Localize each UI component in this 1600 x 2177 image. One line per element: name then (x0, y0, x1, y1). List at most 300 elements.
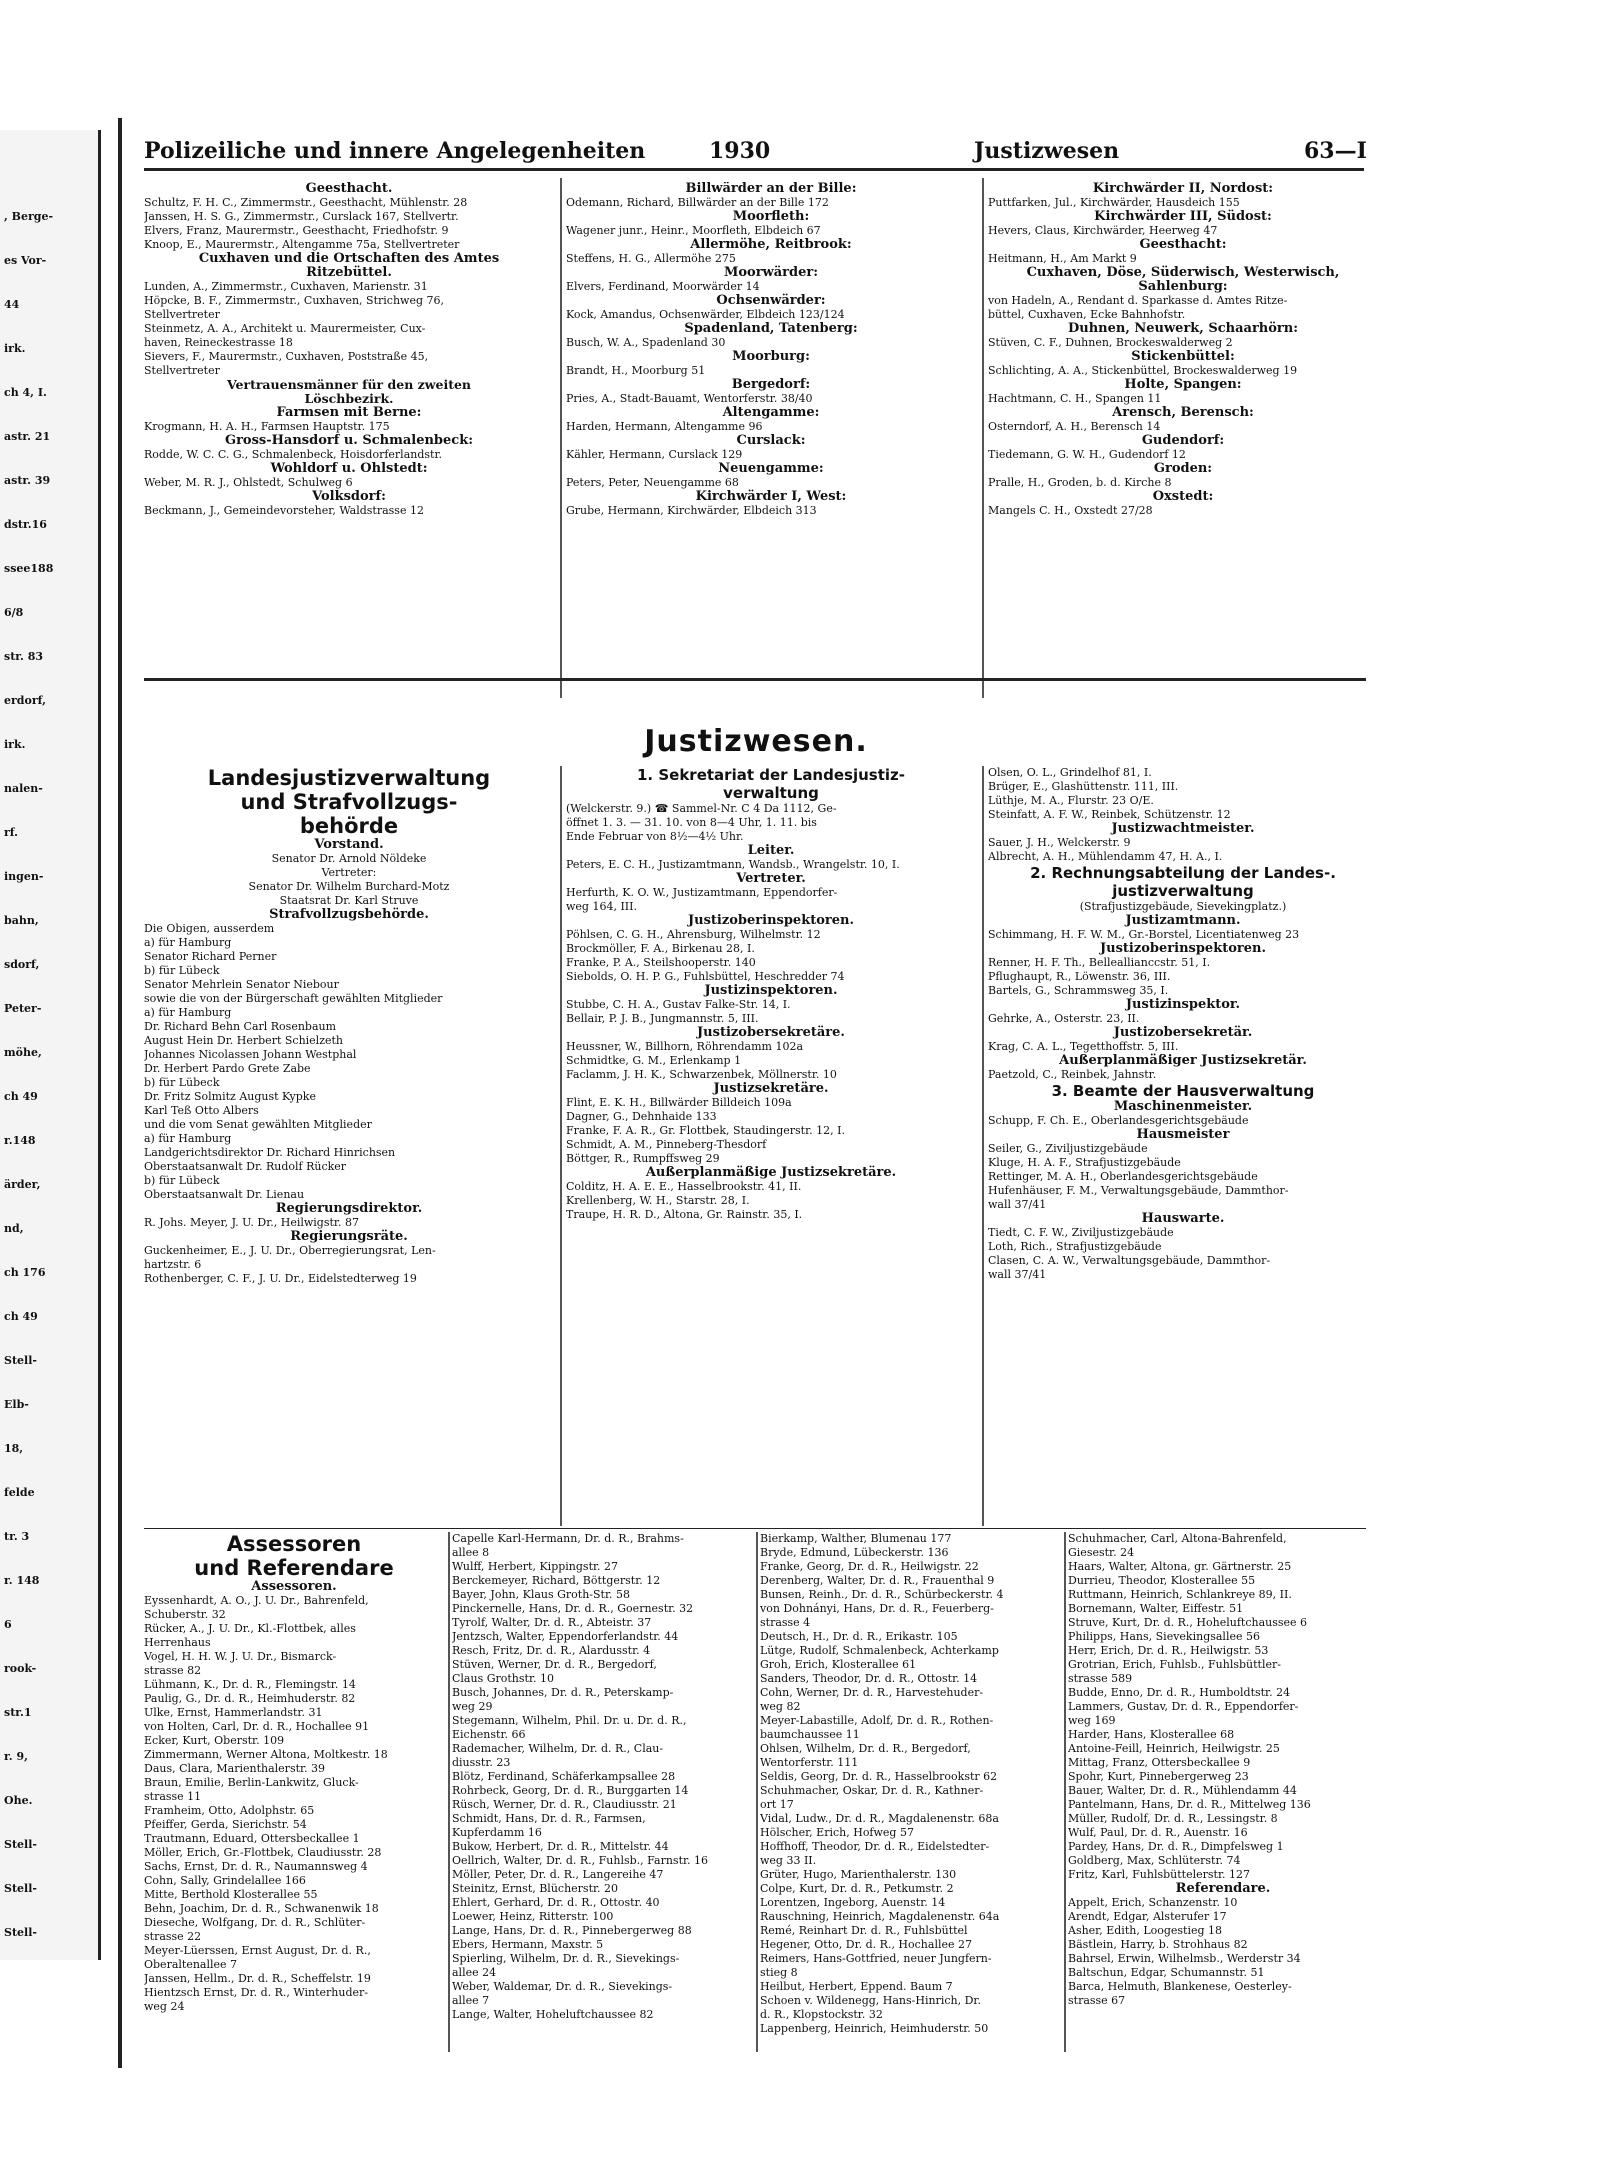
bottom-column-4 (1068, 1532, 1378, 2072)
margin-fragment: r. 148 (4, 1574, 40, 1587)
entry-line: Lange, Walter, Hoheluftchaussee 82 (452, 2008, 654, 2021)
entry-line: Lange, Hans, Dr. d. R., Pinnebergerweg 88 (452, 1924, 692, 1937)
entry-line: Beckmann, J., Gemeindevorsteher, Waldstrasse 12 (144, 504, 424, 517)
entry-line: Traupe, H. R. D., Altona, Gr. Rainstr. 35, I. (566, 1208, 803, 1221)
header-year: 1930 (709, 138, 771, 164)
entry-line: Deutsch, H., Dr. d. R., Erikastr. 105 (760, 1630, 958, 1643)
subsection-heading: Maschinenmeister. (1113, 1099, 1253, 1114)
margin-fragment: ch 4, I. (4, 386, 47, 399)
entry-line: weg 24 (144, 2000, 185, 2013)
entry-line: Zimmermann, Werner Altona, Moltkestr. 18 (144, 1748, 388, 1761)
margin-fragment: es Vor- (4, 254, 47, 267)
entry-line: Franke, Georg, Dr. d. R., Heilwigstr. 22 (760, 1560, 979, 1573)
entry-line: strasse 82 (144, 1664, 202, 1677)
entry-line: Meyer-Lüerssen, Ernst August, Dr. d. R., (144, 1944, 371, 1957)
entry-line: b) für Lübeck (144, 1174, 220, 1187)
margin-fragment: ch 176 (4, 1266, 46, 1279)
margin-fragment: nalen- (4, 782, 43, 795)
entry-line: Hölscher, Erich, Hofweg 57 (760, 1826, 914, 1839)
entry-line: Flint, E. K. H., Billwärder Billdeich 109a (566, 1096, 792, 1109)
entry-line: strasse 4 (760, 1616, 811, 1629)
margin-fragment: str.1 (4, 1706, 32, 1719)
entry-line: wall 37/41 (988, 1268, 1047, 1281)
entry-line: Siebolds, O. H. P. G., Fuhlsbüttel, Heschredder 74 (566, 970, 845, 983)
centered-line: Senator Dr. Wilhelm Burchard-Motz (248, 880, 450, 893)
entry-line: Budde, Enno, Dr. d. R., Humboldtstr. 24 (1068, 1686, 1291, 1699)
subsection-heading: Assessoren. (251, 1579, 337, 1594)
entry-line: Rüsch, Werner, Dr. d. R., Claudiusstr. 21 (452, 1798, 677, 1811)
entry-line: allee 8 (452, 1546, 490, 1559)
entry-line: Harder, Hans, Klosterallee 68 (1068, 1728, 1235, 1741)
subsection-heading: Allermöhe, Reitbrook: (690, 237, 852, 252)
section-heading: 3. Beamte der Hausverwaltung (1051, 1082, 1315, 1100)
entry-line: Kupferdamm 16 (452, 1826, 542, 1839)
column-divider (756, 1532, 758, 2052)
entry-line: Bierkamp, Walther, Blumenau 177 (760, 1532, 952, 1545)
entry-line: Appelt, Erich, Schanzenstr. 10 (1068, 1896, 1238, 1909)
entry-line: Kähler, Hermann, Curslack 129 (566, 448, 743, 461)
margin-fragment: Elb- (4, 1398, 29, 1411)
entry-line: Stellvertreter (144, 308, 220, 321)
entry-line: allee 7 (452, 1994, 490, 2007)
margin-fragment: Ohe. (4, 1794, 33, 1807)
entry-line: weg 164, III. (566, 900, 637, 913)
entry-line: Pantelmann, Hans, Dr. d. R., Mittelweg 136 (1068, 1798, 1311, 1811)
subsection-heading: Leiter. (747, 843, 795, 858)
subsection-heading: Duhnen, Neuwerk, Schaarhörn: (1067, 321, 1299, 336)
entry-line: Herfurth, K. O. W., Justizamtmann, Eppendorfer- (566, 886, 838, 899)
entry-line: Tiedt, C. F. W., Ziviljustizgebäude (988, 1226, 1174, 1239)
header-left-title: Polizeiliche und innere Angelegenheiten (144, 138, 646, 164)
entry-line: Weber, M. R. J., Ohlstedt, Schulweg 6 (144, 476, 353, 489)
section-heading: Landesjustizverwaltung (207, 766, 491, 790)
entry-line: Ende Februar von 8½—4½ Uhr. (566, 830, 744, 843)
entry-line: Brüger, E., Glashüttenstr. 111, III. (988, 780, 1179, 793)
entry-line: Dr. Richard Behn Carl Rosenbaum (144, 1020, 337, 1033)
entry-line: Herrenhaus (144, 1636, 211, 1649)
entry-line: Franke, F. A. R., Gr. Flottbek, Staudingerstr. 12, I. (566, 1124, 845, 1137)
subsection-heading: Billwärder an der Bille: (685, 182, 857, 196)
previous-page-margin (0, 130, 101, 1960)
entry-line: Müller, Rudolf, Dr. d. R., Lessingstr. 8 (1068, 1812, 1278, 1825)
entry-line: haven, Reineckestrasse 18 (144, 336, 293, 349)
margin-fragment: , Berge- (4, 210, 54, 223)
entry-line: Hegener, Otto, Dr. d. R., Hochallee 27 (760, 1938, 973, 1951)
entry-line: Cohn, Werner, Dr. d. R., Harvestehuder- (760, 1686, 984, 1699)
entry-line: Eyssenhardt, A. O., J. U. Dr., Bahrenfeld, (144, 1594, 369, 1607)
entry-line: Resch, Fritz, Dr. d. R., Alardusstr. 4 (452, 1644, 651, 1657)
entry-line: Wulff, Herbert, Kippingstr. 27 (452, 1560, 619, 1573)
entry-line: Antoine-Feill, Heinrich, Heilwigstr. 25 (1068, 1742, 1280, 1755)
entry-line: Lühmann, K., Dr. d. R., Flemingstr. 14 (144, 1678, 356, 1691)
entry-line: Krogmann, H. A. H., Farmsen Hauptstr. 175 (144, 420, 390, 433)
entry-line: Sachs, Ernst, Dr. d. R., Naumannsweg 4 (144, 1860, 368, 1873)
subsection-heading: Löschbezirk. (304, 391, 394, 406)
entry-line: Heitmann, H., Am Markt 9 (988, 252, 1137, 265)
section-heading: 1. Sekretariat der Landesjustiz- (637, 766, 905, 784)
entry-line: öffnet 1. 3. — 31. 10. von 8—4 Uhr, 1. 11. bis (566, 816, 817, 829)
entry-line: Bartels, G., Schrammsweg 35, I. (988, 984, 1169, 997)
entry-line: Rademacher, Wilhelm, Dr. d. R., Clau- (452, 1742, 664, 1755)
entry-line: Pralle, H., Groden, b. d. Kirche 8 (988, 476, 1172, 489)
subsection-heading: Moorburg: (732, 349, 810, 364)
centered-line: Staatsrat Dr. Karl Struve (279, 894, 419, 907)
subsection-heading: Strafvollzugsbehörde. (269, 907, 429, 922)
entry-line: Lunden, A., Zimmermstr., Cuxhaven, Marienstr. 31 (144, 280, 428, 293)
entry-line: Behn, Joachim, Dr. d. R., Schwanenwik 18 (144, 1902, 379, 1915)
entry-line: Schmidt, Hans, Dr. d. R., Farmsen, (452, 1812, 646, 1825)
entry-line: Ebers, Hermann, Maxstr. 5 (452, 1938, 604, 1951)
section-heading: verwaltung (723, 784, 819, 802)
entry-line: Peters, Peter, Neuengamme 68 (566, 476, 739, 489)
entry-line: Remé, Reinhart Dr. d. R., Fuhlsbüttel (760, 1924, 968, 1937)
entry-line: Claus Grothstr. 10 (452, 1672, 554, 1685)
entry-line: weg 169 (1068, 1714, 1116, 1727)
entry-line: Mittag, Franz, Ottersbeckallee 9 (1068, 1756, 1251, 1769)
subsection-heading: Arensch, Berensch: (1112, 405, 1254, 420)
entry-line: Eichenstr. 66 (452, 1728, 526, 1741)
entry-line: Lütge, Rudolf, Schmalenbeck, Achterkamp (760, 1644, 999, 1657)
entry-line: weg 29 (452, 1700, 493, 1713)
entry-line: Meyer-Labastille, Adolf, Dr. d. R., Rothen- (760, 1714, 994, 1727)
column-divider (982, 766, 984, 1526)
entry-line: Arendt, Edgar, Alsterufer 17 (1068, 1910, 1227, 1923)
section-heading: und Strafvollzugs- (240, 790, 458, 814)
margin-fragment: str. 83 (4, 650, 44, 663)
entry-line: Wagener junr., Heinr., Moorfleth, Elbdeich 67 (566, 224, 821, 237)
entry-line: Hientzsch Ernst, Dr. d. R., Winterhuder- (144, 1986, 369, 1999)
section-heading: justizverwaltung (1112, 882, 1254, 900)
entry-line: Schuhmacher, Carl, Altona-Bahrenfeld, (1068, 1532, 1287, 1545)
subsection-heading: Bergedorf: (731, 377, 811, 392)
entry-line: Bästlein, Harry, b. Strohhaus 82 (1068, 1938, 1248, 1951)
entry-line: Baltschun, Edgar, Schumannstr. 51 (1068, 1966, 1265, 1979)
section-heading: 2. Rechnungsabteilung der Landes-. (1030, 864, 1336, 882)
entry-line: Olsen, O. L., Grindelhof 81, I. (988, 766, 1152, 779)
subsection-heading: Sahlenburg: (1138, 279, 1228, 294)
entry-line: strasse 22 (144, 1930, 202, 1943)
margin-fragment: sdorf, (4, 958, 40, 971)
subsection-heading: Justizobersekretär. (1113, 1025, 1253, 1040)
subsection-heading: Gross-Hansdorf u. Schmalenbeck: (224, 433, 474, 448)
entry-line: Spohr, Kurt, Pinnebergerweg 23 (1068, 1770, 1249, 1783)
entry-line: Senator Richard Perner (144, 950, 277, 963)
column-divider (1064, 1532, 1066, 2052)
top-column-1 (144, 182, 554, 682)
subsection-heading: Stickenbüttel: (1131, 349, 1235, 364)
subsection-heading: Gudendorf: (1141, 433, 1225, 448)
margin-fragment: r.148 (4, 1134, 36, 1147)
entry-line: Heilbut, Herbert, Eppend. Baum 7 (760, 1980, 953, 1993)
subsection-heading: Kirchwärder II, Nordost: (1092, 182, 1274, 196)
entry-line: Rauschning, Heinrich, Magdalenenstr. 64a (760, 1910, 1000, 1923)
column-divider (560, 178, 562, 698)
margin-fragment: Stell- (4, 1882, 37, 1895)
entry-line: Wulf, Paul, Dr. d. R., Auenstr. 16 (1068, 1826, 1248, 1839)
entry-line: Colditz, H. A. E. E., Hasselbrookstr. 41, II. (566, 1180, 802, 1193)
entry-line: Schmidt, A. M., Pinneberg-Thesdorf (566, 1138, 767, 1151)
subsection-heading: Außerplanmäßige Justizsekretäre. (645, 1165, 897, 1180)
entry-line: diusstr. 23 (452, 1756, 511, 1769)
entry-line: Rettinger, M. A. H., Oberlandesgerichtsgebäude (988, 1170, 1258, 1183)
subsection-heading: Justizobersekretäre. (697, 1025, 845, 1040)
entry-line: Tyrolf, Walter, Dr. d. R., Abteistr. 37 (452, 1616, 652, 1629)
section-heading: behörde (299, 814, 399, 838)
bottom-column-1 (144, 1532, 444, 2072)
entry-line: Philipps, Hans, Sievekingsallee 56 (1068, 1630, 1260, 1643)
entry-line: Steinmetz, A. A., Architekt u. Maurermeister, Cux- (144, 322, 426, 335)
mid-column-1 (144, 766, 554, 1526)
entry-line: sowie die von der Bürgerschaft gewählten Mitglieder (144, 992, 443, 1005)
entry-line: Schuberstr. 32 (144, 1608, 226, 1621)
entry-line: Sauer, J. H., Welckerstr. 9 (988, 836, 1131, 849)
page (118, 118, 1390, 2068)
entry-line: Goldberg, Max, Schlüterstr. 74 (1068, 1854, 1241, 1867)
subsection-heading: Regierungsdirektor. (275, 1201, 423, 1216)
entry-line: Lammers, Gustav, Dr. d. R., Eppendorfer- (1068, 1700, 1299, 1713)
entry-line: Oberstaatsanwalt Dr. Lienau (144, 1188, 305, 1201)
entry-line: Barca, Helmuth, Blankenese, Oesterley- (1068, 1980, 1292, 1993)
entry-line: Oberstaatsanwalt Dr. Rudolf Rücker (144, 1160, 347, 1173)
entry-line: ort 17 (760, 1798, 794, 1811)
margin-fragment: rf. (4, 826, 18, 839)
column-divider (448, 1532, 450, 2052)
subsection-heading: Farmsen mit Berne: (276, 405, 422, 420)
entry-line: Groh, Erich, Klosterallee 61 (760, 1658, 917, 1671)
entry-line: Hufenhäuser, F. M., Verwaltungsgebäude, Dammthor- (988, 1184, 1289, 1197)
subsection-heading: Justizamtmann. (1125, 913, 1241, 928)
entry-line: weg 82 (760, 1700, 801, 1713)
bottom-column-2 (452, 1532, 752, 2072)
entry-line: Vidal, Ludw., Dr. d. R., Magdalenenstr. 68a (760, 1812, 999, 1825)
subsection-heading: Vertreter. (736, 871, 806, 886)
margin-fragment: ssee188 (4, 562, 54, 575)
entry-line: Spierling, Wilhelm, Dr. d. R., Sievekings- (452, 1952, 680, 1965)
entry-line: Dr. Fritz Solmitz August Kypke (144, 1090, 316, 1103)
entry-line: von Hadeln, A., Rendant d. Sparkasse d. Amtes Ritze- (988, 294, 1288, 307)
subsection-heading: Oxstedt: (1152, 489, 1214, 504)
entry-line: Seiler, G., Ziviljustizgebäude (988, 1142, 1148, 1155)
entry-line: Stellvertreter (144, 364, 220, 377)
subsection-heading: Justizwachtmeister. (1111, 821, 1255, 836)
entry-line: Lüthje, M. A., Flurstr. 23 O/E. (988, 794, 1154, 807)
entry-line: und die vom Senat gewählten Mitglieder (144, 1118, 372, 1131)
entry-line: Steinitz, Ernst, Blücherstr. 20 (452, 1882, 619, 1895)
entry-line: Dr. Herbert Pardo Grete Zabe (144, 1062, 311, 1075)
entry-line: Brandt, H., Moorburg 51 (566, 364, 706, 377)
entry-line: Möller, Erich, Gr.-Flottbek, Claudiusstr. 28 (144, 1846, 382, 1859)
subsection-heading: Regierungsräte. (290, 1229, 408, 1244)
top-column-2 (566, 182, 976, 682)
entry-line: Schoen v. Wildenegg, Hans-Hinrich, Dr. (760, 1994, 981, 2007)
entry-line: Senator Mehrlein Senator Niebour (144, 978, 339, 991)
mid-column-2 (566, 766, 976, 1526)
entry-line: Odemann, Richard, Billwärder an der Bille 172 (566, 196, 829, 209)
entry-line: Pfeiffer, Gerda, Sierichstr. 54 (144, 1818, 307, 1831)
entry-line: Bryde, Edmund, Lübeckerstr. 136 (760, 1546, 949, 1559)
centered-line: Senator Dr. Arnold Nöldeke (271, 852, 427, 865)
entry-line: Sanders, Theodor, Dr. d. R., Ottostr. 14 (760, 1672, 978, 1685)
margin-fragment: irk. (4, 738, 26, 751)
entry-line: Rücker, A., J. U. Dr., Kl.-Flottbek, alles (144, 1622, 356, 1635)
entry-line: Busch, W. A., Spadenland 30 (566, 336, 726, 349)
subsection-heading: Justizinspektoren. (704, 983, 838, 998)
entry-line: Bauer, Walter, Dr. d. R., Mühlendamm 44 (1068, 1784, 1297, 1797)
entry-line: Schultz, F. H. C., Zimmermstr., Geesthacht, Mühlenstr. 28 (144, 196, 468, 209)
entry-line: Kock, Amandus, Ochsenwärder, Elbdeich 123/124 (566, 308, 845, 321)
entry-line: Franke, P. A., Steilshooperstr. 140 (566, 956, 756, 969)
subsection-heading: Justizsekretäre. (713, 1081, 829, 1096)
entry-line: Renner, H. F. Th., Belleallianccstr. 51, I. (988, 956, 1211, 969)
entry-line: strasse 67 (1068, 1994, 1126, 2007)
entry-line: Grotrian, Erich, Fuhlsb., Fuhlsbüttler- (1068, 1658, 1281, 1671)
margin-fragment: Stell- (4, 1354, 37, 1367)
entry-line: Stegemann, Wilhelm, Phil. Dr. u. Dr. d. R., (452, 1714, 687, 1727)
margin-fragment: ärder, (4, 1178, 41, 1191)
entry-line: Böttger, R., Rumpffsweg 29 (566, 1152, 720, 1165)
entry-line: hartzstr. 6 (144, 1258, 202, 1271)
entry-line: Blötz, Ferdinand, Schäferkampsallee 28 (452, 1770, 676, 1783)
subsection-heading: Moorwärder: (723, 265, 819, 280)
subsection-heading: Cuxhaven, Döse, Süderwisch, Westerwisch, (1026, 265, 1340, 280)
entry-line: Hachtmann, C. H., Spangen 11 (988, 392, 1162, 405)
subsection-heading: Justizoberinspektoren. (688, 913, 854, 928)
entry-line: Struve, Kurt, Dr. d. R., Hoheluftchaussee 6 (1068, 1616, 1308, 1629)
margin-fragment: tr. 3 (4, 1530, 30, 1543)
subsection-heading: Außerplanmäßiger Justizsekretär. (1059, 1053, 1307, 1068)
subsection-heading: Geesthacht: (1139, 237, 1227, 252)
entry-line: Guckenheimer, E., J. U. Dr., Oberregierungsrat, Len- (144, 1244, 436, 1257)
entry-line: Harden, Hermann, Altengamme 96 (566, 420, 763, 433)
entry-line: Loth, Rich., Strafjustizgebäude (988, 1240, 1162, 1253)
entry-line: baumchaussee 11 (760, 1728, 860, 1741)
entry-line: Schupp, F. Ch. E., Oberlandesgerichtsgebäude (988, 1114, 1249, 1127)
entry-line: Derenberg, Walter, Dr. d. R., Frauenthal 9 (760, 1574, 995, 1587)
entry-line: Höpcke, B. F., Zimmermstr., Cuxhaven, Strichweg 76, (144, 294, 444, 307)
header-page-number: 63—I (1304, 138, 1367, 164)
margin-fragment: astr. 21 (4, 430, 51, 443)
margin-fragment: ingen- (4, 870, 44, 883)
margin-fragment: rook- (4, 1662, 37, 1675)
subsection-heading: Ritzebüttel. (306, 265, 392, 280)
lower-rule (144, 1528, 1366, 1529)
entry-line: Pinckernelle, Hans, Dr. d. R., Goernestr. 32 (452, 1602, 694, 1615)
entry-line: Cohn, Sally, Grindelallee 166 (144, 1874, 306, 1887)
entry-line: stieg 8 (760, 1966, 798, 1979)
entry-line: Ohlsen, Wilhelm, Dr. d. R., Bergedorf, (760, 1742, 971, 1755)
margin-fragment: r. 9, (4, 1750, 28, 1763)
section-heading: und Referendare (194, 1556, 394, 1580)
entry-line: Kluge, H. A. F., Strafjustizgebäude (988, 1156, 1181, 1169)
subsection-heading: Curslack: (736, 433, 806, 448)
subsection-heading: Groden: (1153, 461, 1213, 476)
margin-fragment: 18, (4, 1442, 24, 1455)
entry-line: Dagner, G., Dehnhaide 133 (566, 1110, 717, 1123)
entry-line: strasse 589 (1068, 1672, 1133, 1685)
header-right-title: Justizwesen (974, 138, 1120, 164)
entry-line: Wentorferstr. 111 (760, 1756, 859, 1769)
entry-line: wall 37/41 (988, 1198, 1047, 1211)
entry-line: b) für Lübeck (144, 1076, 220, 1089)
subsection-heading: Justizinspektor. (1125, 997, 1241, 1012)
entry-line: Puttfarken, Jul., Kirchwärder, Hausdeich 155 (988, 196, 1240, 209)
margin-fragment: felde (4, 1486, 35, 1499)
entry-line: Schuhmacher, Oskar, Dr. d. R., Kathner- (760, 1784, 984, 1797)
entry-line: Elvers, Ferdinand, Moorwärder 14 (566, 280, 760, 293)
entry-line: Janssen, Hellm., Dr. d. R., Scheffelstr. 19 (144, 1972, 371, 1985)
subsection-heading: Kirchwärder I, West: (695, 489, 847, 504)
entry-line: Clasen, C. A. W., Verwaltungsgebäude, Dammthor- (988, 1254, 1271, 1267)
entry-line: Heussner, W., Billhorn, Röhrendamm 102a (566, 1040, 804, 1053)
entry-line: Jentzsch, Walter, Eppendorferlandstr. 44 (452, 1630, 679, 1643)
entry-line: büttel, Cuxhaven, Ecke Bahnhofstr. (988, 308, 1186, 321)
entry-line: Möller, Peter, Dr. d. R., Langereihe 47 (452, 1868, 664, 1881)
entry-line: von Holten, Carl, Dr. d. R., Hochallee 91 (144, 1720, 370, 1733)
entry-line: d. R., Klopstockstr. 32 (760, 2008, 883, 2021)
entry-line: Dieseche, Wolfgang, Dr. d. R., Schlüter- (144, 1916, 366, 1929)
margin-fragment: 6 (4, 1618, 12, 1631)
subsection-heading: Holte, Spangen: (1124, 377, 1242, 392)
entry-line: Albrecht, A. H., Mühlendamm 47, H. A., I. (988, 850, 1223, 863)
entry-line: Tiedemann, G. W. H., Gudendorf 12 (988, 448, 1186, 461)
entry-line: Stüven, Werner, Dr. d. R., Bergedorf, (452, 1658, 657, 1671)
entry-line: Ecker, Kurt, Oberstr. 109 (144, 1734, 285, 1747)
entry-line: b) für Lübeck (144, 964, 220, 977)
subsection-heading: Moorfleth: (732, 209, 810, 224)
subsection-heading: Justizoberinspektoren. (1100, 941, 1266, 956)
margin-fragment: dstr.16 (4, 518, 47, 531)
subsection-heading: Spadenland, Tatenberg: (684, 321, 858, 336)
entry-line: Schlichting, A. A., Stickenbüttel, Brockeswalderweg 19 (988, 364, 1298, 377)
entry-line: Rodde, W. C. C. G., Schmalenbeck, Hoisdorferlandstr. (144, 448, 442, 461)
entry-line: Krellenberg, W. H., Starstr. 28, I. (566, 1194, 750, 1207)
page-header (144, 138, 1367, 171)
entry-line: Osterndorf, A. H., Berensch 14 (988, 420, 1161, 433)
entry-line: Ruttmann, Heinrich, Schlankreye 89, II. (1068, 1588, 1292, 1601)
entry-line: Giesestr. 24 (1068, 1546, 1135, 1559)
subsection-heading: Ochsenwärder: (716, 293, 826, 308)
entry-line: Berckemeyer, Richard, Böttgerstr. 12 (452, 1574, 661, 1587)
entry-line: Hevers, Claus, Kirchwärder, Heerweg 47 (988, 224, 1218, 237)
entry-line: Gehrke, A., Osterstr. 23, II. (988, 1012, 1140, 1025)
entry-line: Bornemann, Walter, Eiffestr. 51 (1068, 1602, 1244, 1615)
subsection-heading: Vertrauensmänner für den zweiten (226, 377, 472, 392)
entry-line: Landgerichtsdirektor Dr. Richard Hinrichsen (144, 1146, 396, 1159)
entry-line: Seldis, Georg, Dr. d. R., Hasselbrookstr 62 (760, 1770, 998, 1783)
centered-line: Vertreter: (321, 866, 377, 879)
entry-line: Peters, E. C. H., Justizamtmann, Wandsb., Wrangelstr. 10, I. (566, 858, 900, 871)
mid-column-3 (988, 766, 1378, 1526)
entry-line: Vogel, H. H. W. J. U. Dr., Bismarck- (144, 1650, 337, 1663)
entry-line: Haars, Walter, Altona, gr. Gärtnerstr. 25 (1068, 1560, 1292, 1573)
entry-line: Braun, Emilie, Berlin-Lankwitz, Gluck- (144, 1776, 359, 1789)
entry-line: Grube, Hermann, Kirchwärder, Elbdeich 313 (566, 504, 817, 517)
subsection-heading: Kirchwärder III, Südost: (1094, 209, 1272, 224)
entry-line: August Hein Dr. Herbert Schielzeth (144, 1034, 344, 1047)
section-heading: Assessoren (226, 1532, 362, 1556)
entry-line: Mitte, Berthold Klosterallee 55 (144, 1888, 318, 1901)
entry-line: Elvers, Franz, Maurermstr., Geesthacht, Friedhofstr. 9 (144, 224, 449, 237)
entry-line: von Dohnányi, Hans, Dr. d. R., Feuerberg- (760, 1602, 994, 1615)
margin-fragment: astr. 39 (4, 474, 51, 487)
entry-line: Janssen, H. S. G., Zimmermstr., Curslack 167, Stellvertr. (144, 210, 459, 223)
entry-line: Durrieu, Theodor, Klosterallee 55 (1068, 1574, 1256, 1587)
entry-line: Pflughaupt, R., Löwenstr. 36, III. (988, 970, 1171, 983)
margin-fragment: möhe, (4, 1046, 42, 1059)
margin-fragment: Stell- (4, 1838, 37, 1851)
entry-line: Bellair, P. J. B., Jungmannstr. 5, III. (566, 1012, 759, 1025)
subsection-heading: Referendare. (1175, 1881, 1271, 1896)
